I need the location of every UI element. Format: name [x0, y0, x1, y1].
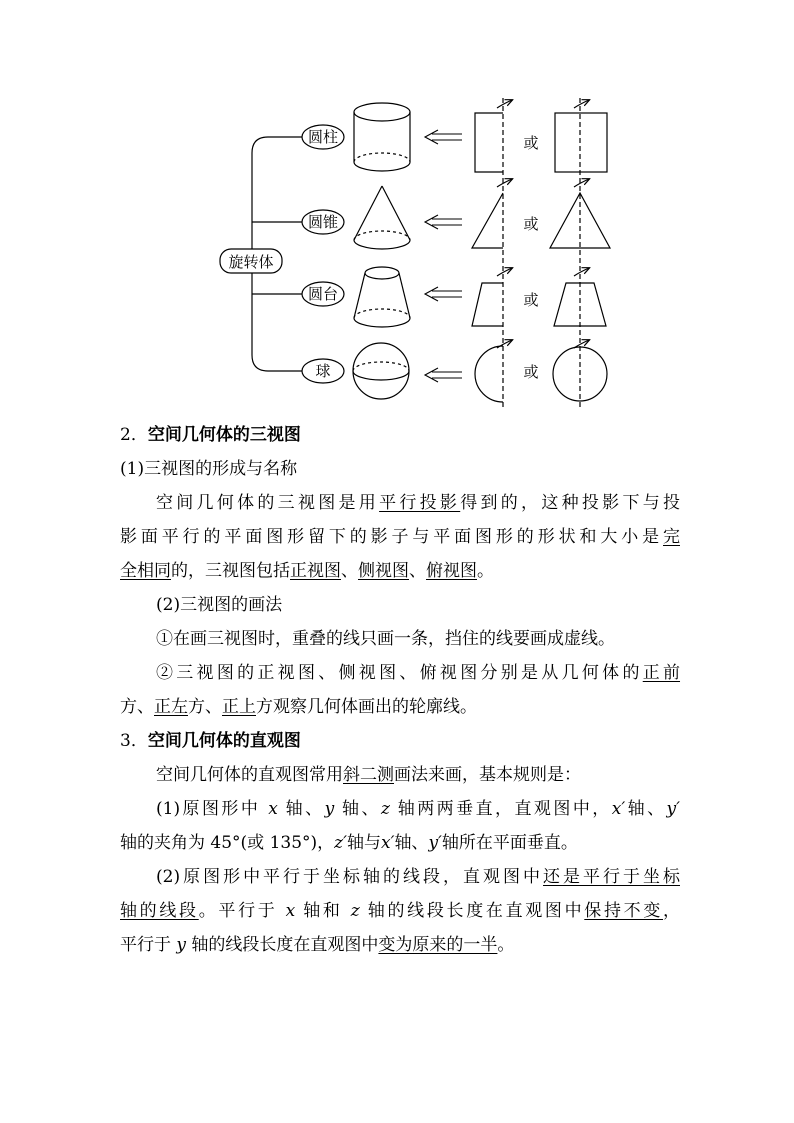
arrow-frustum — [425, 287, 462, 301]
section-3-heading: 3．空间几何体的直观图 — [120, 731, 301, 751]
paragraph-line: ①在画三视图时，重叠的线只画一条，挡住的线要画成虚线。 — [156, 629, 615, 649]
frustum-solid — [354, 267, 410, 327]
arrow-cylinder — [425, 130, 462, 144]
profile-right-trapezoid — [472, 283, 503, 326]
rotation-arrow — [574, 268, 589, 276]
arrow-cone — [425, 215, 462, 229]
paragraph-line: 轴的线段。平行于 x 轴和 z 轴的线段长度在直观图中保持不变， — [120, 901, 681, 921]
paragraph-line: 方、正左方、正上方观察几何体画出的轮廓线。 — [120, 697, 477, 717]
label-cylinder: 圆柱 — [307, 128, 339, 146]
profile-rectangle-half — [475, 113, 503, 172]
or-label: 或 — [523, 215, 539, 233]
solids-of-revolution-diagram — [0, 0, 794, 415]
paragraph-line: (2)原图形中平行于坐标轴的线段，直观图中还是平行于坐标 — [156, 867, 680, 887]
paragraph-line: 空间几何体的三视图是用平行投影得到的，这种投影下与投 — [156, 493, 681, 513]
label-cone: 圆锥 — [307, 213, 339, 231]
paragraph-line: 平行于 y 轴的线段长度在直观图中变为原来的一半。 — [120, 935, 515, 955]
section-2-heading: 2．空间几何体的三视图 — [120, 425, 301, 445]
paragraph-line: (1)原图形中 x 轴、y 轴、z 轴两两垂直，直观图中，x′轴、y′ — [156, 799, 681, 819]
rotation-arrow — [574, 100, 589, 108]
root-label: 旋转体 — [228, 253, 274, 271]
cylinder-solid — [354, 103, 410, 171]
cone-solid — [354, 186, 410, 249]
rotation-arrow — [497, 268, 512, 276]
rotation-arrow — [497, 179, 512, 187]
profile-isosceles-trapezoid — [554, 283, 606, 326]
or-label: 或 — [523, 363, 539, 381]
paragraph-line: 影面平行的平面图形留下的影子与平面图形的形状和大小是完 — [120, 527, 680, 547]
sphere-solid — [353, 343, 409, 399]
profile-semicircle — [475, 346, 503, 402]
profile-rectangle — [555, 113, 607, 172]
paragraph-line: 轴的夹角为 45°(或 135°)，z′轴与x′轴、y′轴所在平面垂直。 — [120, 833, 578, 853]
paragraph-line: ②三视图的正视图、侧视图、俯视图分别是从几何体的正前 — [156, 663, 681, 683]
label-frustum: 圆台 — [307, 285, 339, 303]
section-2-sub2: (2)三视图的画法 — [156, 595, 283, 615]
or-label: 或 — [523, 291, 539, 309]
paragraph-line: 全相同的，三视图包括正视图、侧视图、俯视图。 — [120, 561, 494, 581]
arrow-sphere — [425, 368, 462, 382]
label-sphere: 球 — [315, 362, 331, 380]
rotation-arrow — [574, 179, 589, 187]
document-body — [120, 418, 680, 962]
paragraph-line: 空间几何体的直观图常用斜二测画法来画，基本规则是： — [156, 765, 581, 785]
profile-right-triangle — [472, 193, 503, 248]
rotation-arrow — [497, 100, 512, 108]
section-2-sub1: (1)三视图的形成与名称 — [120, 459, 298, 479]
or-label: 或 — [523, 134, 539, 152]
